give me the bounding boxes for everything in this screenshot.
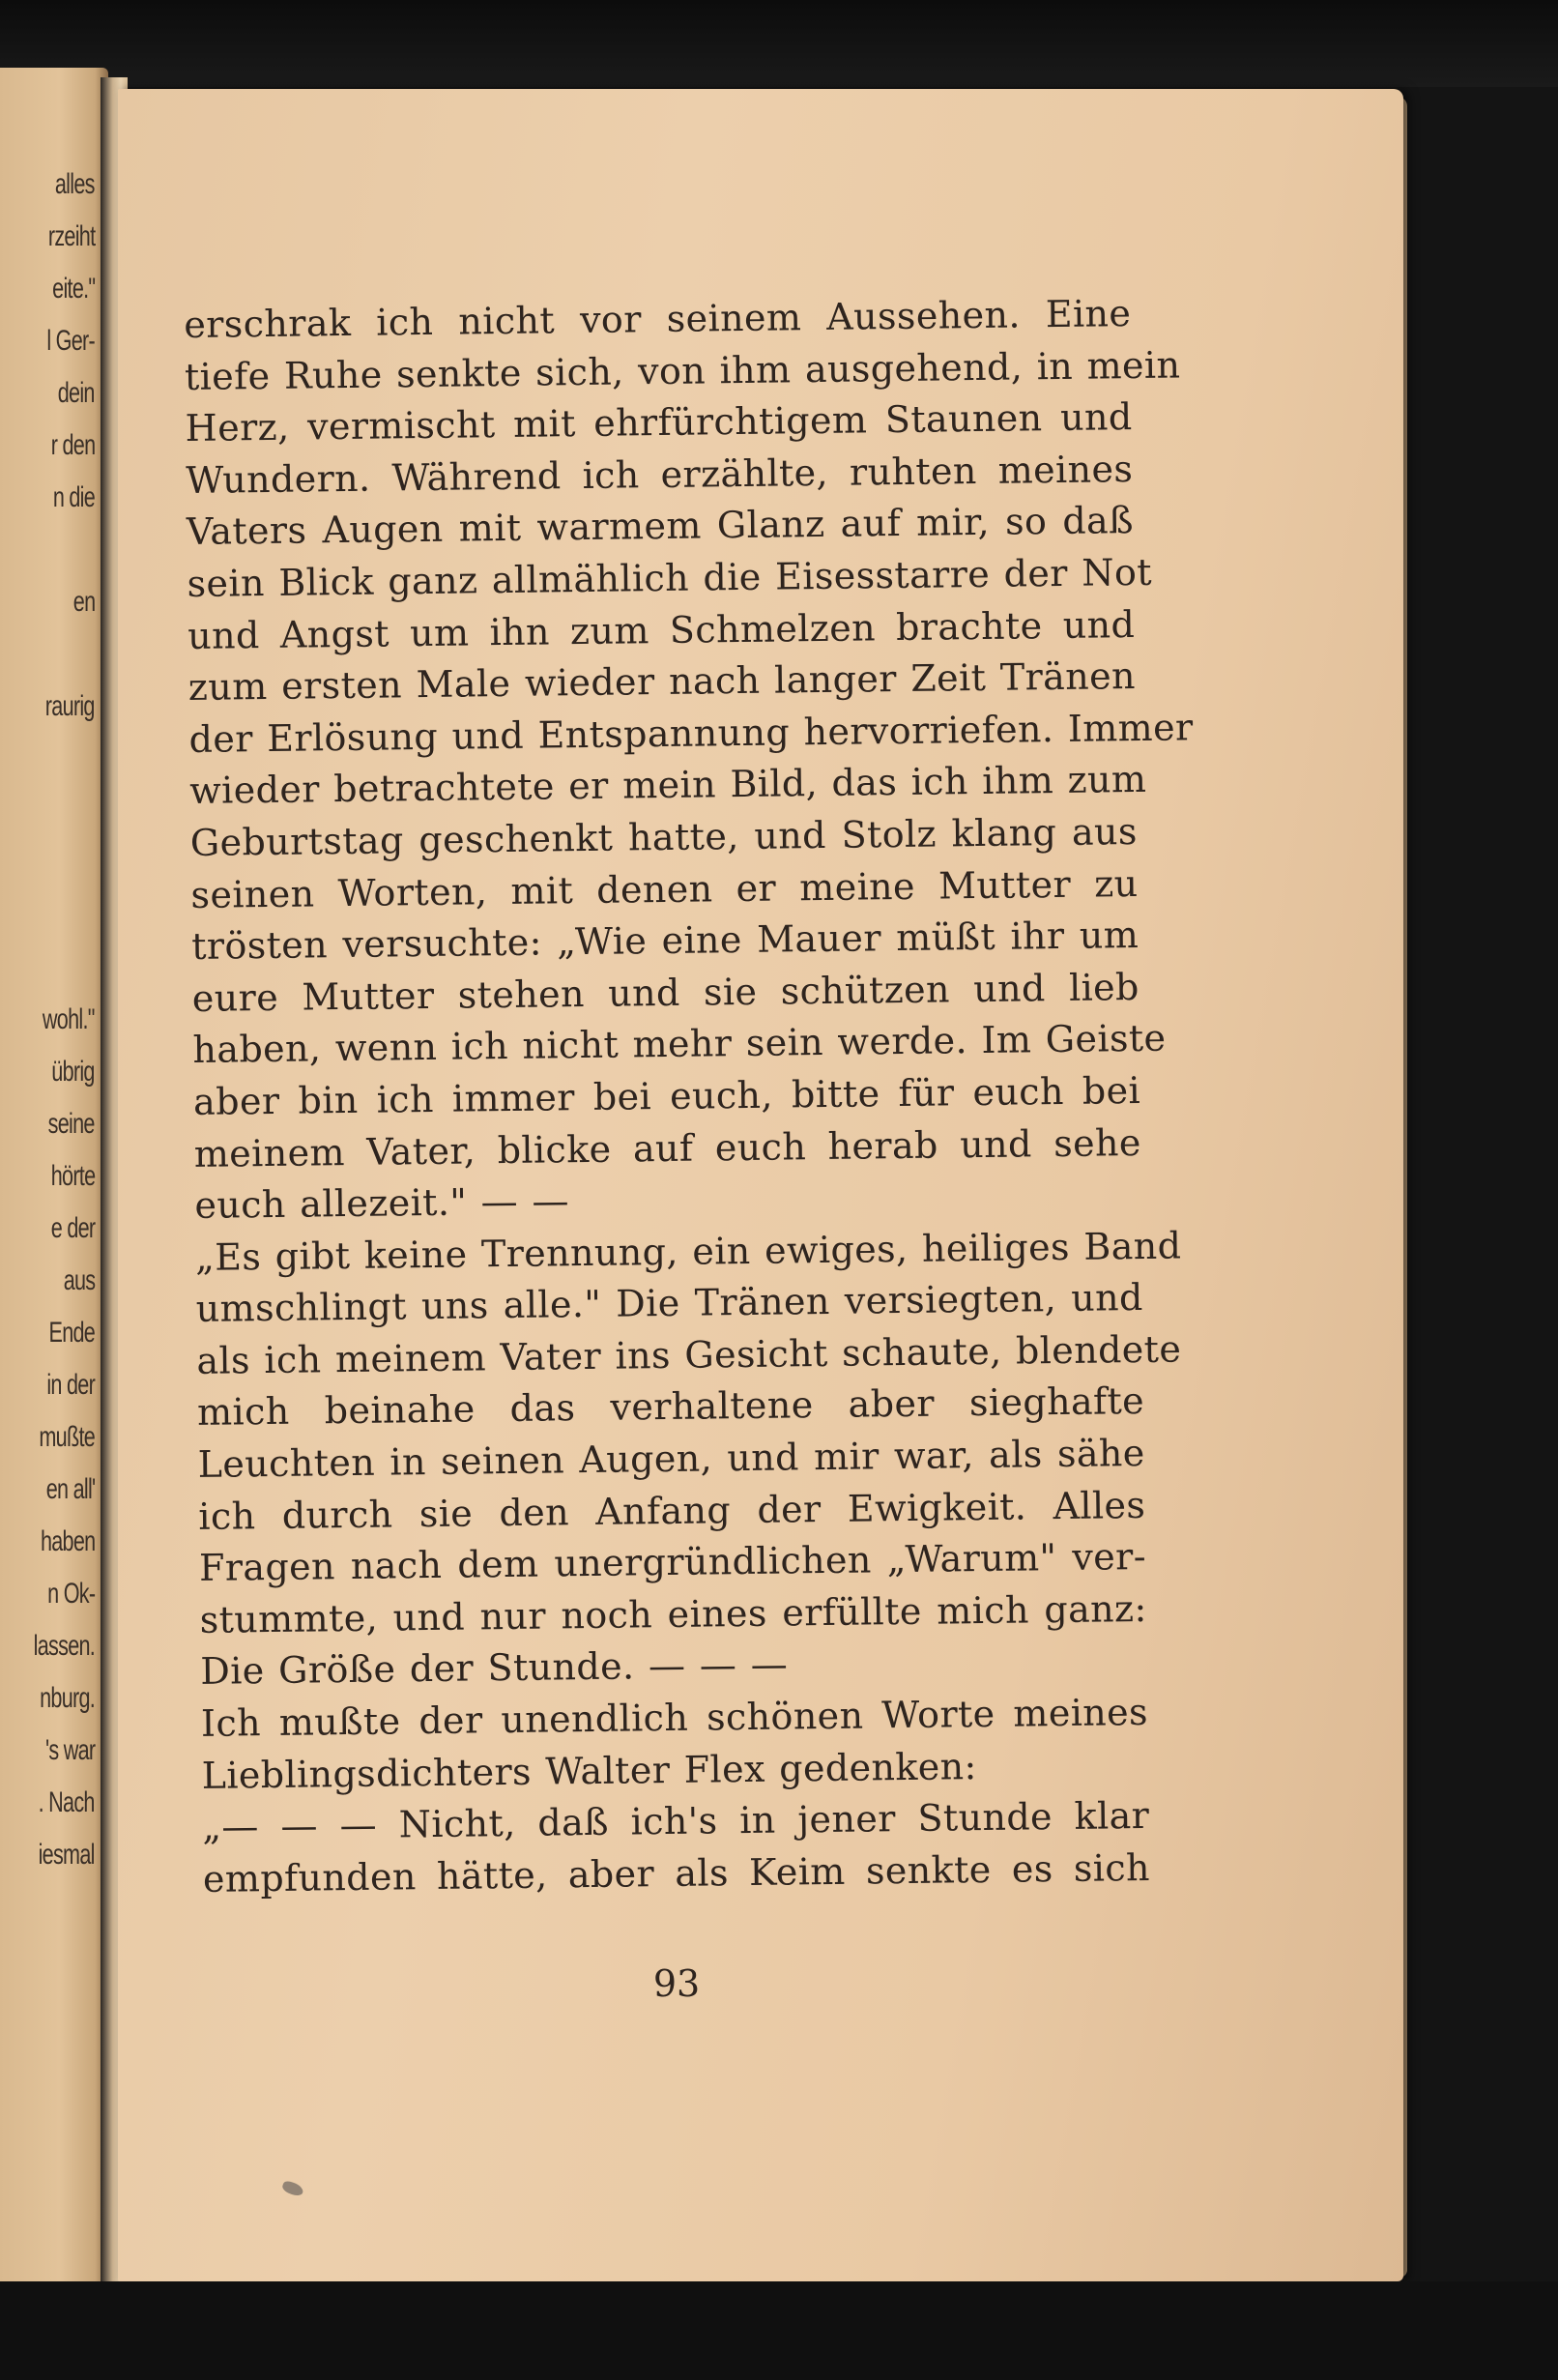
text-line: erschrak ich nicht vor seinem Aussehen. Eine bbox=[184, 292, 1132, 346]
left-page-fragment: eite." bbox=[51, 273, 95, 305]
left-page-fragment: wohl." bbox=[43, 1003, 95, 1035]
text-line: der Erlösung und Entspannung hervorriefen. Immer bbox=[188, 706, 1194, 761]
text-line: trösten versuchte: „Wie eine Mauer müßt ihr um bbox=[190, 914, 1140, 969]
left-page-fragment: l Ger- bbox=[46, 325, 95, 357]
left-page-fragment: übrig bbox=[51, 1056, 95, 1088]
text-line: sein Blick ganz allmählich die Eisesstarre der Not bbox=[187, 550, 1153, 605]
text-line: Herz, vermischt mit ehrfürchtigem Staunen und bbox=[185, 395, 1133, 450]
text-line: umschlingt uns alle." Die Tränen versiegten, und bbox=[195, 1276, 1143, 1331]
text-line: tiefe Ruhe senkte sich, von ihm ausgehend, in mein bbox=[184, 343, 1181, 398]
left-page-fragment: en all' bbox=[45, 1473, 95, 1505]
text-line: meinem Vater, blicke auf euch herab und sehe bbox=[193, 1120, 1141, 1175]
text-line: ich durch sie den Anfang der Ewigkeit. Alles bbox=[198, 1483, 1146, 1538]
left-page-fragment: in der bbox=[46, 1369, 95, 1401]
left-page-fragment: r den bbox=[50, 429, 95, 461]
text-line: „Es gibt keine Trennung, ein ewiges, heiliges Band bbox=[194, 1224, 1182, 1279]
text-line: empfunden hätte, aber als Keim senkte es sich bbox=[202, 1845, 1151, 1901]
left-page-fragment: haben bbox=[40, 1525, 95, 1557]
body-text bbox=[184, 288, 1194, 1905]
left-page-fragment: nburg. bbox=[40, 1682, 95, 1714]
left-page-fragment: dein bbox=[58, 377, 95, 409]
left-page-fragment: . Nach bbox=[38, 1786, 95, 1818]
text-line: Geburtstag geschenkt hatte, und Stolz klang aus bbox=[189, 809, 1139, 864]
text-line: zum ersten Male wieder nach langer Zeit Tränen bbox=[188, 654, 1137, 710]
text-line: Fragen nach dem unergründlichen „Warum" ver- bbox=[198, 1535, 1147, 1590]
text-line: stummte, und nur noch eines erfüllte mich ganz: bbox=[199, 1586, 1147, 1641]
text-line: Leuchten in seinen Augen, und mir war, als sähe bbox=[197, 1432, 1145, 1486]
left-page-fragment: mußte bbox=[39, 1421, 95, 1453]
left-page-fragment: seine bbox=[47, 1108, 95, 1140]
text-line: Wundern. Während ich erzählte, ruhten meines bbox=[186, 447, 1134, 502]
text-line: aber bin ich immer bei euch, bitte für euch bei bbox=[192, 1068, 1141, 1123]
left-page-fragment: Ende bbox=[48, 1317, 95, 1349]
left-page-fragment: lassen. bbox=[33, 1630, 95, 1662]
left-page-fragment: iesmal bbox=[38, 1839, 95, 1871]
left-page-fragment: aus bbox=[63, 1264, 95, 1296]
text-line: seinen Worten, mit denen er meine Mutter zu bbox=[190, 861, 1139, 916]
left-page-fragment: en bbox=[72, 586, 95, 618]
left-page-fragment: n die bbox=[52, 481, 95, 513]
text-line: Lieblingsdichters Walter Flex gedenken: bbox=[201, 1744, 977, 1797]
text-line: wieder betrachtete er mein Bild, das ich ihm zum bbox=[188, 758, 1147, 813]
left-page-fragment: hörte bbox=[50, 1160, 95, 1192]
text-line: als ich meinem Vater ins Gesicht schaute, blendete bbox=[196, 1327, 1182, 1382]
text-line: Vaters Augen mit warmem Glanz auf mir, so daß bbox=[186, 499, 1135, 554]
text-line: Ich mußte der unendlich schönen Worte meines bbox=[200, 1690, 1149, 1745]
page-number: 93 bbox=[652, 1962, 701, 2005]
text-line: euch allezeit." — — bbox=[194, 1179, 570, 1228]
left-page-fragment: e der bbox=[50, 1212, 95, 1244]
text-line: Die Größe der Stunde. — — — bbox=[200, 1642, 789, 1694]
left-page-fragment: raurig bbox=[45, 690, 95, 722]
backdrop-bottom bbox=[0, 2281, 1558, 2380]
left-page-fragment: 's war bbox=[44, 1734, 95, 1766]
left-page bbox=[0, 68, 108, 2281]
backdrop-top bbox=[0, 0, 1558, 87]
text-line: „— — — Nicht, daß ich's in jener Stunde klar bbox=[202, 1794, 1150, 1849]
left-page-fragment: rzeiht bbox=[47, 220, 95, 252]
text-line: haben, wenn ich nicht mehr sein werde. Im Geiste bbox=[192, 1016, 1167, 1072]
left-page-fragment: alles bbox=[55, 168, 95, 200]
text-line: eure Mutter stehen und sie schützen und lieb bbox=[191, 965, 1140, 1020]
text-line: und Angst um ihn zum Schmelzen brachte und bbox=[187, 602, 1136, 657]
left-page-fragment: n Ok- bbox=[46, 1578, 95, 1610]
text-line: mich beinahe das verhaltene aber sieghafte bbox=[196, 1379, 1145, 1435]
